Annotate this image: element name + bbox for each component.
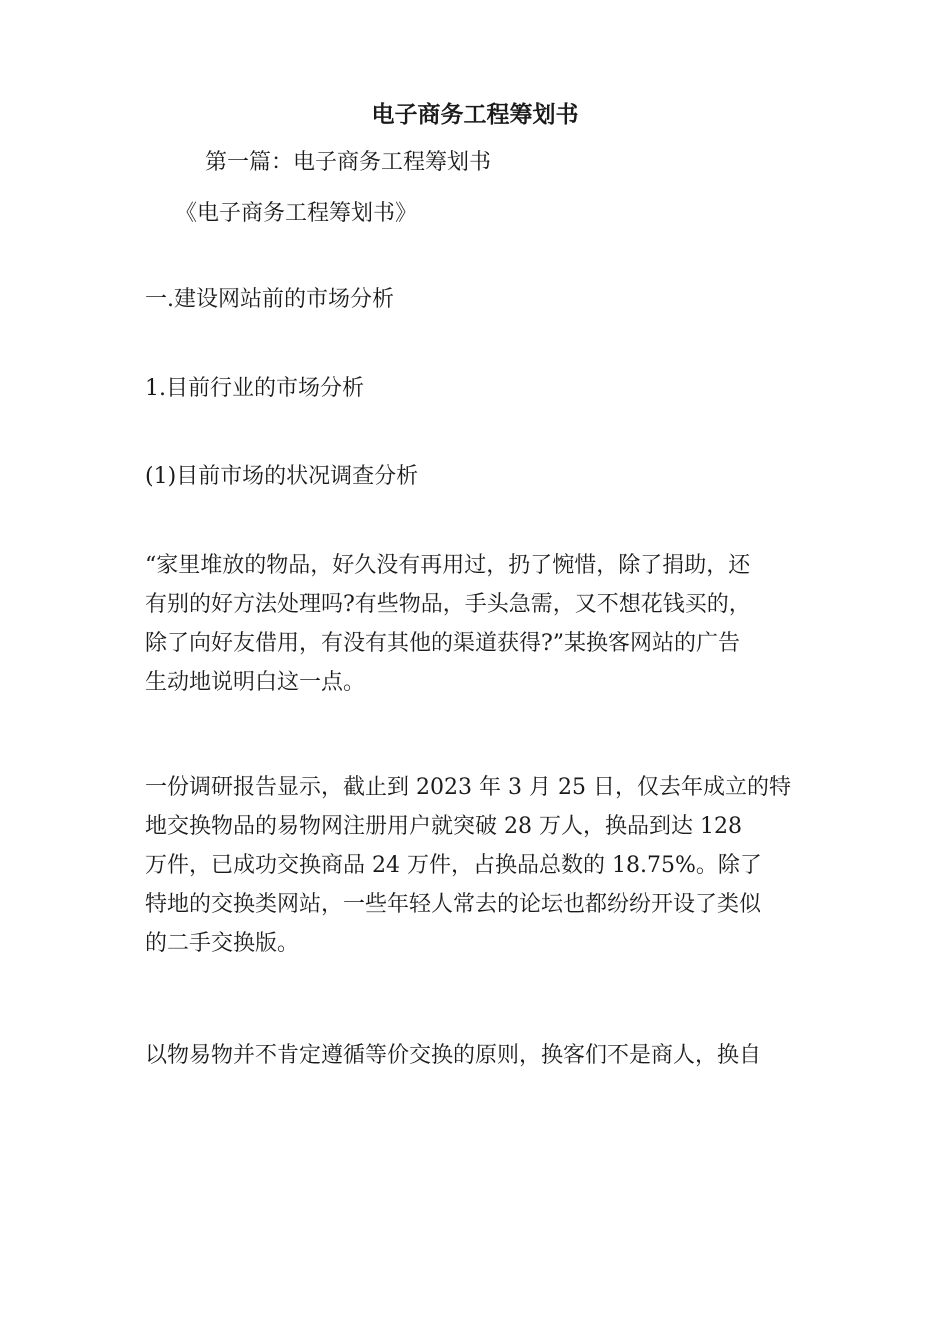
paragraph-2-line: 地交换物品的易物网注册用户就突破 28 万人，换品到达 128 [145, 814, 742, 839]
paragraph-2-line: 特地的交换类网站，一些年轻人常去的论坛也都纷纷开设了类似 [145, 892, 762, 917]
section-heading-1: 一.建设网站前的市场分析 [145, 287, 394, 312]
paragraph-1-line: 除了向好友借用，有没有其他的渠道获得?”某换客网站的广告 [145, 631, 741, 656]
document-title: 电子商务工程筹划书 [371, 101, 579, 128]
paragraph-2 [145, 768, 820, 963]
chapter-heading: 第一篇：电子商务工程筹划书 [205, 150, 492, 175]
paragraph-1 [145, 546, 820, 702]
paragraph-2-line: 的二手交换版。 [145, 931, 300, 956]
section-heading-1-1-1: (1)目前市场的状况调查分析 [145, 464, 419, 489]
paragraph-2-line: 万件，已成功交换商品 24 万件，占换品总数的 18.75%。除了 [145, 853, 762, 878]
section-heading-1-1: 1.目前行业的市场分析 [145, 376, 364, 401]
paragraph-1-line: 有别的好方法处理吗?有些物品，手头急需，又不想花钱买的， [145, 592, 751, 617]
paragraph-1-line: “家里堆放的物品，好久没有再用过，扔了惋惜，除了捐助，还 [145, 553, 751, 578]
book-title: 《电子商务工程筹划书》 [175, 201, 418, 226]
paragraph-2-line: 一份调研报告显示，截止到 2023 年 3 月 25 日，仅去年成立的特 [145, 775, 791, 800]
paragraph-1-line: 生动地说明白这一点。 [145, 670, 366, 695]
paragraph-3-line: 以物易物并不肯定遵循等价交换的原则，换客们不是商人，换自 [145, 1043, 762, 1068]
paragraph-3 [145, 1036, 820, 1075]
